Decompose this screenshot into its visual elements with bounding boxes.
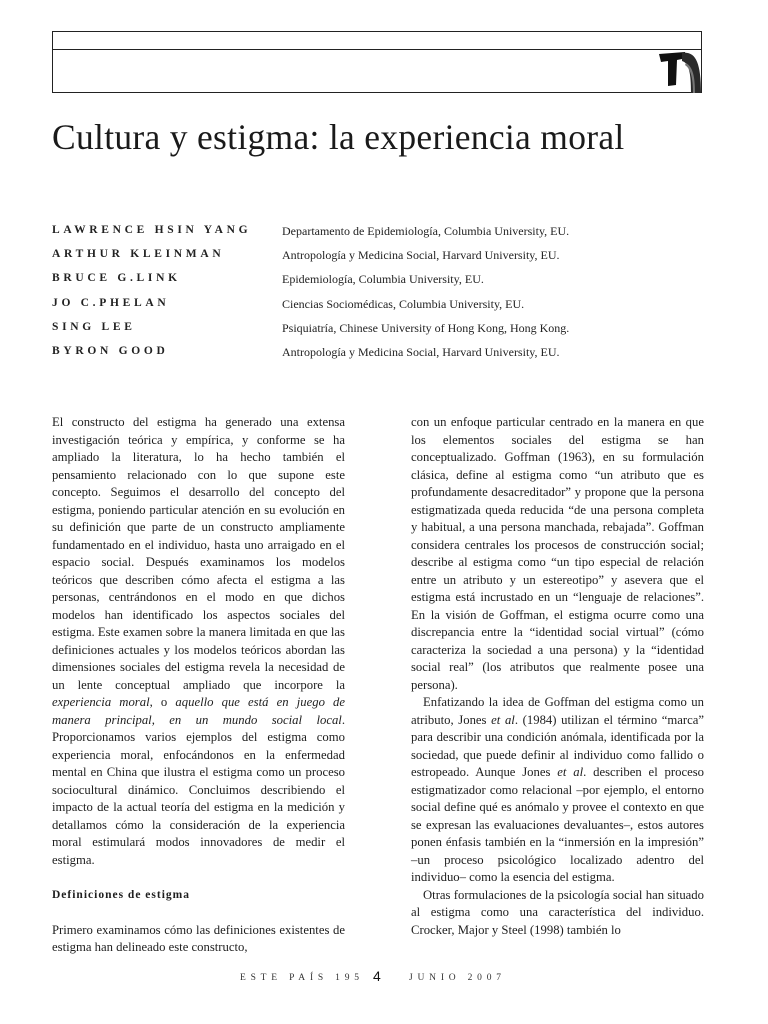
abstract-paragraph <box>52 414 345 869</box>
header-frame <box>52 31 702 93</box>
footer-date: JUNIO 2007 <box>409 973 506 983</box>
page-footer <box>0 967 768 987</box>
author-row <box>52 297 702 321</box>
author-name: SING LEE <box>52 320 136 333</box>
body-paragraph: con un enfoque particular centrado en la manera en que los elementos sociales del estigma se han conceptualizado. Goffman (1963), en su formulación clásica, define al estigma como “un atributo que es profundamente desacreditador” y propone que la persona estigmatizada queda reducida “de una persona completa y habitual, a una persona manchada, rebajada”. Goffman considera centrales los procesos de construcción social; describe al estigma como “un tipo especial de relación entre un atributo y un estereotipo” y asevera que el estigma está incrustado en un “lenguaje de relaciones”. En la visión de Goffman, el estigma ocurre como una discrepancia entre la “identidad social virtual” (cómo caracteriza la sociedad a una persona) y la “identidad social real” (los atributos que realmente posee una persona). <box>411 415 704 692</box>
body-text: . (1984) utilizan el término “marca” para describir una condición anómala, identificada por la sociedad, que puede definir al individuo como fallido o estropeado. Aunque Jones <box>411 712 704 779</box>
abstract-emphasis: experiencia moral <box>52 695 150 709</box>
author-name: ARTHUR KLEINMAN <box>52 248 225 261</box>
body-text: . describen el proceso estigmatizador como relacional –por ejemplo, el entorno social define qué es anómalo y provee el contexto en que se expresan las evaluaciones devaluantes–, estos autores ponen énfasis también en la “inmersión en la impresión” –un proceso psicológico localizado adentro del individuo– como la esencia del estigma. <box>411 765 704 884</box>
author-affiliation: Antropología y Medicina Social, Harvard University, EU. <box>282 248 560 263</box>
body-paragraph <box>411 694 704 887</box>
author-row <box>52 224 702 248</box>
body-paragraph: Otras formulaciones de la psicología social han situado al estigma como una característica del individuo. Crocker, Major y Steel (1998) también lo <box>411 887 704 937</box>
author-affiliation: Antropología y Medicina Social, Harvard University, EU. <box>282 344 560 359</box>
magazine-logo-icon <box>655 49 701 93</box>
right-column <box>411 414 704 939</box>
left-column <box>52 414 345 957</box>
author-row <box>52 248 702 272</box>
section-paragraph: Primero examinamos cómo las definiciones existentes de estigma han delineado este constructo, <box>52 922 345 954</box>
abstract-text: , o <box>149 695 168 709</box>
author-affiliation: Ciencias Sociomédicas, Columbia University, EU. <box>282 296 525 311</box>
body-text: Enfatizando la idea de Goffman del estigma como un atributo, Jones <box>411 695 704 727</box>
author-list <box>52 224 702 369</box>
author-name: BRUCE G.LINK <box>52 272 181 285</box>
citation-emphasis: et al <box>491 712 515 727</box>
author-row <box>52 321 702 345</box>
abstract-text: El constructo del estigma ha generado una extensa investigación teórica y empírica, y conforme se ha ampliado la literatura, lo ha hecho también el pensamiento relacionado con lo que supone este concepto. Seguimos el desarrollo del concepto del estigma, poniendo particular atención en su evolución en su definición que parte de un constructo ampliamente fundamentado en el individuo, hasta uno arraigado en el espacio social. Después examinamos los modelos teóricos que describen cómo afecta el estigma a las personas, centrándonos en el modo en que dichos modelos han identificado los aspectos sociales del estigma. Este examen sobre la manera limitada en que las definiciones actuales y los modelos teóricos abordan las dimensiones sociales del estigma revela la necesidad de un lente conceptual ampliado que incorpore la <box>52 415 345 692</box>
author-name: LAWRENCE HSIN YANG <box>52 224 252 236</box>
footer-publication: ESTE PAÍS 195 <box>240 973 364 983</box>
author-row <box>52 345 702 369</box>
page-number: 4 <box>373 968 381 984</box>
author-row <box>52 272 702 296</box>
article-title: Cultura y estigma: la experiencia moral <box>52 117 625 157</box>
abstract-text: . Proporcionamos varios ejemplos del estigma como experiencia moral, enfocándonos en la enfermedad mental en China que ilustra el estigma como un proceso sociocultural dinámico. Concluimos describiendo el impacto de la actual teoría del estigma en la medición y detallamos cómo la consideración de la experiencia moral estimulará modos innovadores de medir el estigma. <box>52 712 345 867</box>
citation-emphasis: et al <box>557 765 584 779</box>
author-affiliation: Psiquiatría, Chinese University of Hong Kong, Hong Kong. <box>282 320 570 335</box>
abstract-emphasis: aquello que está en juego de manera principal, en un mundo social local <box>52 695 346 727</box>
author-name: BYRON GOOD <box>52 344 169 357</box>
author-affiliation: Departamento de Epidemiología, Columbia University, EU. <box>282 224 570 238</box>
header-rule <box>53 49 701 50</box>
author-affiliation: Epidemiología, Columbia University, EU. <box>282 272 484 287</box>
author-name: JO C.PHELAN <box>52 296 170 309</box>
section-heading: Definiciones de estigma <box>52 889 190 901</box>
